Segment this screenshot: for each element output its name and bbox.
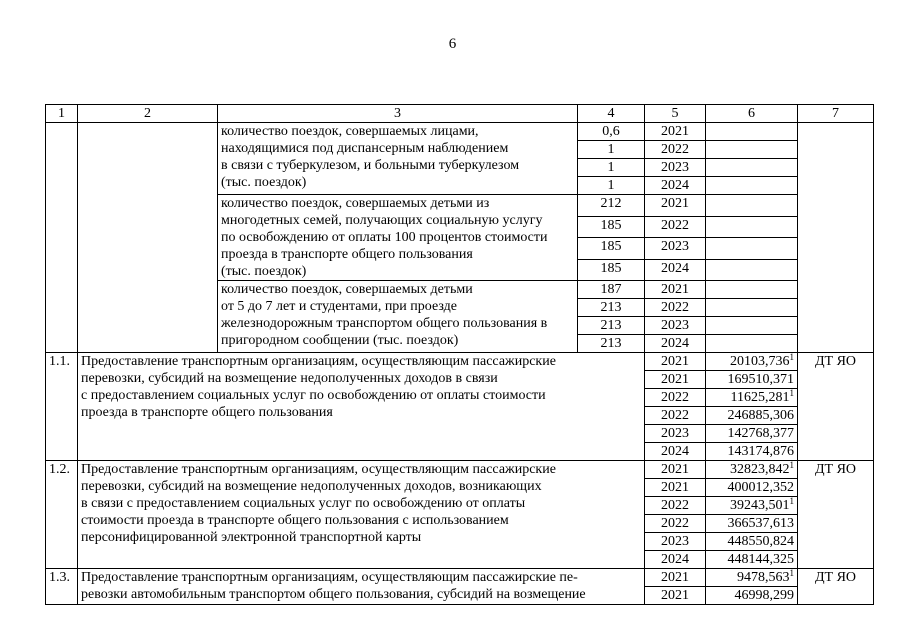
amount-cell — [706, 123, 798, 141]
amount-cell — [706, 461, 798, 479]
amount-cell — [706, 335, 798, 353]
amount-cell — [706, 389, 798, 407]
amount-cell — [706, 569, 798, 587]
indicator-value: 1 — [578, 141, 645, 159]
header-cell: 2 — [78, 105, 218, 123]
indicator-text: количество поездок, совершаемых детьми от 5 до 7 лет и студентами, при проезде железнодорожным транспортом общего пользования в пригородном сообщении (тыс. поездок) — [218, 281, 578, 353]
amount-cell — [706, 479, 798, 497]
year-cell: 2024 — [645, 551, 706, 569]
indicator-value: 213 — [578, 299, 645, 317]
amount-cell — [706, 371, 798, 389]
measure-text: Предоставление транспортным организациям, осуществляющим пассажирские перевозки, субсидий на возмещение недополученных доходов в связи с предоставлением социальных услуг по освобождению от оплаты стоимости проезда в транспорте общего пользования — [78, 353, 645, 461]
footnote-mark: 1 — [789, 496, 794, 506]
measure-number: 1.3. — [46, 569, 78, 605]
amount-cell — [706, 141, 798, 159]
year-cell: 2024 — [645, 335, 706, 353]
amount-value: 142768,377 — [727, 426, 794, 441]
amount-value: 143174,876 — [727, 444, 794, 459]
year-cell: 2021 — [645, 587, 706, 605]
indicator-text: количество поездок, совершаемых детьми из многодетных семей, получающих социальную услугу по освобождению от оплаты 100 процентов стоимости проезда в транспорте общего пользования (тыс. поездок) — [218, 195, 578, 281]
amount-cell — [706, 195, 798, 217]
amount-cell — [706, 317, 798, 335]
amount-value: 246885,306 — [727, 408, 794, 423]
indicator-value: 185 — [578, 259, 645, 281]
year-cell: 2021 — [645, 195, 706, 217]
page-number: 6 — [448, 36, 457, 52]
year-cell: 2021 — [645, 479, 706, 497]
amount-value: 169510,371 — [727, 372, 794, 387]
indicator-value: 213 — [578, 335, 645, 353]
year-cell: 2024 — [645, 177, 706, 195]
indicator-value: 212 — [578, 195, 645, 217]
year-cell: 2024 — [645, 259, 706, 281]
measure-text: Предоставление транспортным организациям, осуществляющим пассажирские пе- ревозки автомобильным транспортом общего пользования, субсидий на возмещение — [78, 569, 645, 605]
amount-cell — [706, 159, 798, 177]
amount-cell — [706, 533, 798, 551]
amount-cell — [706, 551, 798, 569]
year-cell: 2022 — [645, 299, 706, 317]
year-cell: 2022 — [645, 497, 706, 515]
year-cell: 2023 — [645, 425, 706, 443]
program-table — [45, 104, 874, 605]
year-cell: 2021 — [645, 461, 706, 479]
year-cell: 2021 — [645, 281, 706, 299]
amount-value: 39243,501 — [730, 498, 790, 513]
header-cell: 6 — [706, 105, 798, 123]
empty-cell — [78, 123, 218, 353]
measure-text: Предоставление транспортным организациям, осуществляющим пассажирские перевозки, субсидий на возмещение недополученных доходов, возникающих в связи с предоставлением социальных услуг по освобождению от оплаты стоимости проезда в транспорте общего пользования с использованием персонифицированной электронной транспортной карты — [78, 461, 645, 569]
year-cell: 2023 — [645, 317, 706, 335]
amount-cell — [706, 407, 798, 425]
amount-cell — [706, 238, 798, 260]
indicator-text: количество поездок, совершаемых лицами, находящимися под диспансерным наблюдением в связи с туберкулезом, и больными туберкулезом (тыс. поездок) — [218, 123, 578, 195]
amount-cell — [706, 281, 798, 299]
year-cell: 2022 — [645, 389, 706, 407]
measure-number: 1.1. — [46, 353, 78, 461]
year-cell: 2021 — [645, 353, 706, 371]
header-row — [46, 105, 874, 123]
indicator-value: 213 — [578, 317, 645, 335]
indicator-value: 185 — [578, 238, 645, 260]
header-cell: 1 — [46, 105, 78, 123]
executor-cell: ДТ ЯО — [798, 461, 874, 569]
indicator-value: 0,6 — [578, 123, 645, 141]
amount-value: 366537,613 — [727, 516, 794, 531]
year-cell: 2021 — [645, 123, 706, 141]
amount-cell — [706, 515, 798, 533]
amount-cell — [706, 216, 798, 238]
table-row — [46, 569, 874, 587]
amount-value: 46998,299 — [734, 588, 794, 603]
amount-value: 9478,563 — [737, 570, 790, 585]
indicator-value: 187 — [578, 281, 645, 299]
amount-value: 11625,281 — [730, 390, 790, 405]
amount-value: 32823,842 — [730, 462, 790, 477]
footnote-mark: 1 — [789, 568, 794, 578]
year-cell: 2021 — [645, 569, 706, 587]
amount-cell — [706, 299, 798, 317]
amount-cell — [706, 353, 798, 371]
indicator-value: 1 — [578, 159, 645, 177]
year-cell: 2022 — [645, 216, 706, 238]
amount-cell — [706, 497, 798, 515]
footnote-mark: 1 — [789, 352, 794, 362]
amount-cell — [706, 425, 798, 443]
header-cell: 4 — [578, 105, 645, 123]
year-cell: 2023 — [645, 533, 706, 551]
footnote-mark: 1 — [789, 388, 794, 398]
table-row — [46, 123, 874, 141]
indicator-value: 1 — [578, 177, 645, 195]
header-cell: 5 — [645, 105, 706, 123]
measure-number: 1.2. — [46, 461, 78, 569]
year-cell: 2022 — [645, 515, 706, 533]
amount-cell — [706, 587, 798, 605]
year-cell: 2023 — [645, 238, 706, 260]
year-cell: 2022 — [645, 141, 706, 159]
year-cell: 2022 — [645, 407, 706, 425]
executor-cell: ДТ ЯО — [798, 569, 874, 605]
year-cell: 2023 — [645, 159, 706, 177]
empty-cell — [46, 123, 78, 353]
amount-value: 448144,325 — [727, 552, 794, 567]
amount-cell — [706, 259, 798, 281]
footnote-mark: 1 — [789, 460, 794, 470]
header-cell: 3 — [218, 105, 578, 123]
header-cell: 7 — [798, 105, 874, 123]
year-cell: 2024 — [645, 443, 706, 461]
indicator-value: 185 — [578, 216, 645, 238]
amount-cell — [706, 443, 798, 461]
amount-value: 400012,352 — [727, 480, 794, 495]
amount-value: 20103,736 — [730, 354, 790, 369]
table-row — [46, 461, 874, 479]
table-row — [46, 353, 874, 371]
executor-cell: ДТ ЯО — [798, 353, 874, 461]
year-cell: 2021 — [645, 371, 706, 389]
amount-value: 448550,824 — [727, 534, 794, 549]
amount-cell — [706, 177, 798, 195]
empty-cell — [798, 123, 874, 353]
